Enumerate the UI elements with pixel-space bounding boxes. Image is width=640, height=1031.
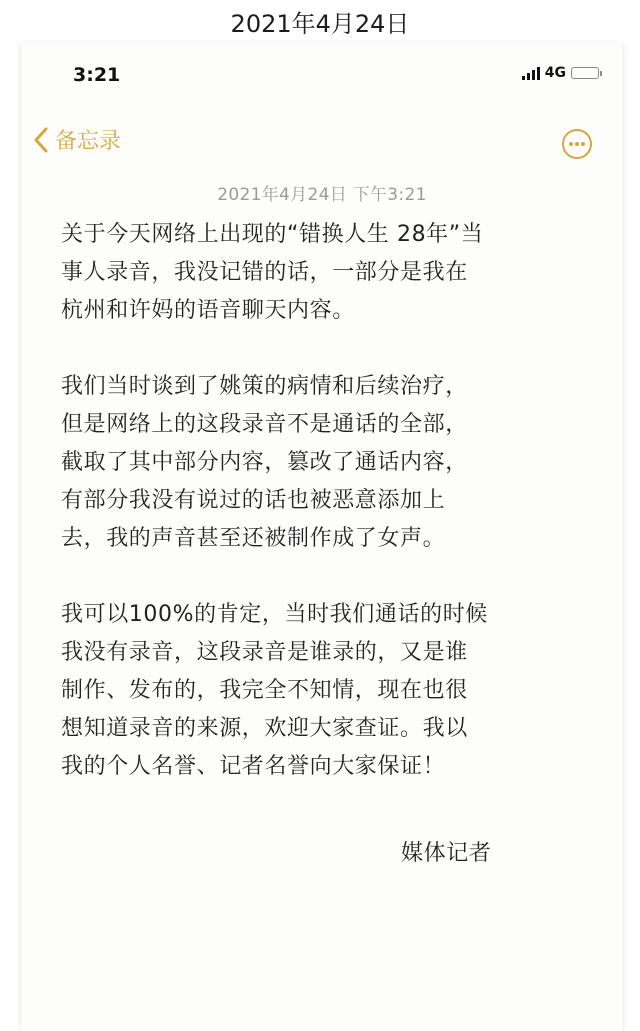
paragraph-spacer xyxy=(61,558,581,596)
status-bar xyxy=(21,44,623,104)
note-line: 想知道录音的来源，欢迎大家查证。我以 xyxy=(61,716,468,741)
note-line: 事人录音，我没记错的话，一部分是我在 xyxy=(61,260,468,285)
note-body[interactable] xyxy=(61,216,581,786)
battery-icon xyxy=(571,67,599,79)
note-line: 制作、发布的，我完全不知情，现在也很 xyxy=(61,678,468,703)
note-signature: 媒体记者 xyxy=(401,841,492,866)
note-line: 截取了其中部分内容，篡改了通话内容， xyxy=(61,450,468,475)
note-paragraph-2 xyxy=(61,368,581,558)
note-line: 去，我的声音甚至还被制作成了女声。 xyxy=(61,526,446,551)
note-paragraph-3 xyxy=(61,596,581,786)
status-indicators xyxy=(522,65,599,81)
note-paragraph-1 xyxy=(61,216,581,330)
phone-screen xyxy=(20,44,624,1031)
note-line: 关于今天网络上出现的“错换人生 28年”当 xyxy=(61,222,484,247)
back-button[interactable] xyxy=(33,124,121,155)
status-time: 3:21 xyxy=(73,64,121,86)
back-label: 备忘录 xyxy=(55,129,122,154)
more-button[interactable] xyxy=(561,128,593,160)
screenshot-date: 2021年4月24日 xyxy=(230,10,410,38)
nav-bar xyxy=(21,122,623,168)
chevron-left-icon xyxy=(33,126,49,154)
note-line: 我没有录音，这段录音是谁录的，又是谁 xyxy=(61,640,468,665)
note-line: 有部分我没有说过的话也被恶意添加上 xyxy=(61,488,446,513)
note-line: 我的个人名誉、记者名誉向大家保证！ xyxy=(61,754,446,779)
paragraph-spacer xyxy=(61,330,581,368)
note-line: 但是网络上的这段录音不是通话的全部， xyxy=(61,412,468,437)
network-label: 4G xyxy=(544,65,566,81)
signal-icon xyxy=(522,67,540,80)
note-line: 我可以100%的肯定，当时我们通话的时候 xyxy=(61,602,488,627)
note-line: 我们当时谈到了姚策的病情和后续治疗， xyxy=(61,374,468,399)
ellipsis-circle-icon xyxy=(561,128,593,160)
note-line: 杭州和许妈的语音聊天内容。 xyxy=(61,298,355,323)
note-timestamp: 2021年4月24日 下午3:21 xyxy=(217,185,427,205)
